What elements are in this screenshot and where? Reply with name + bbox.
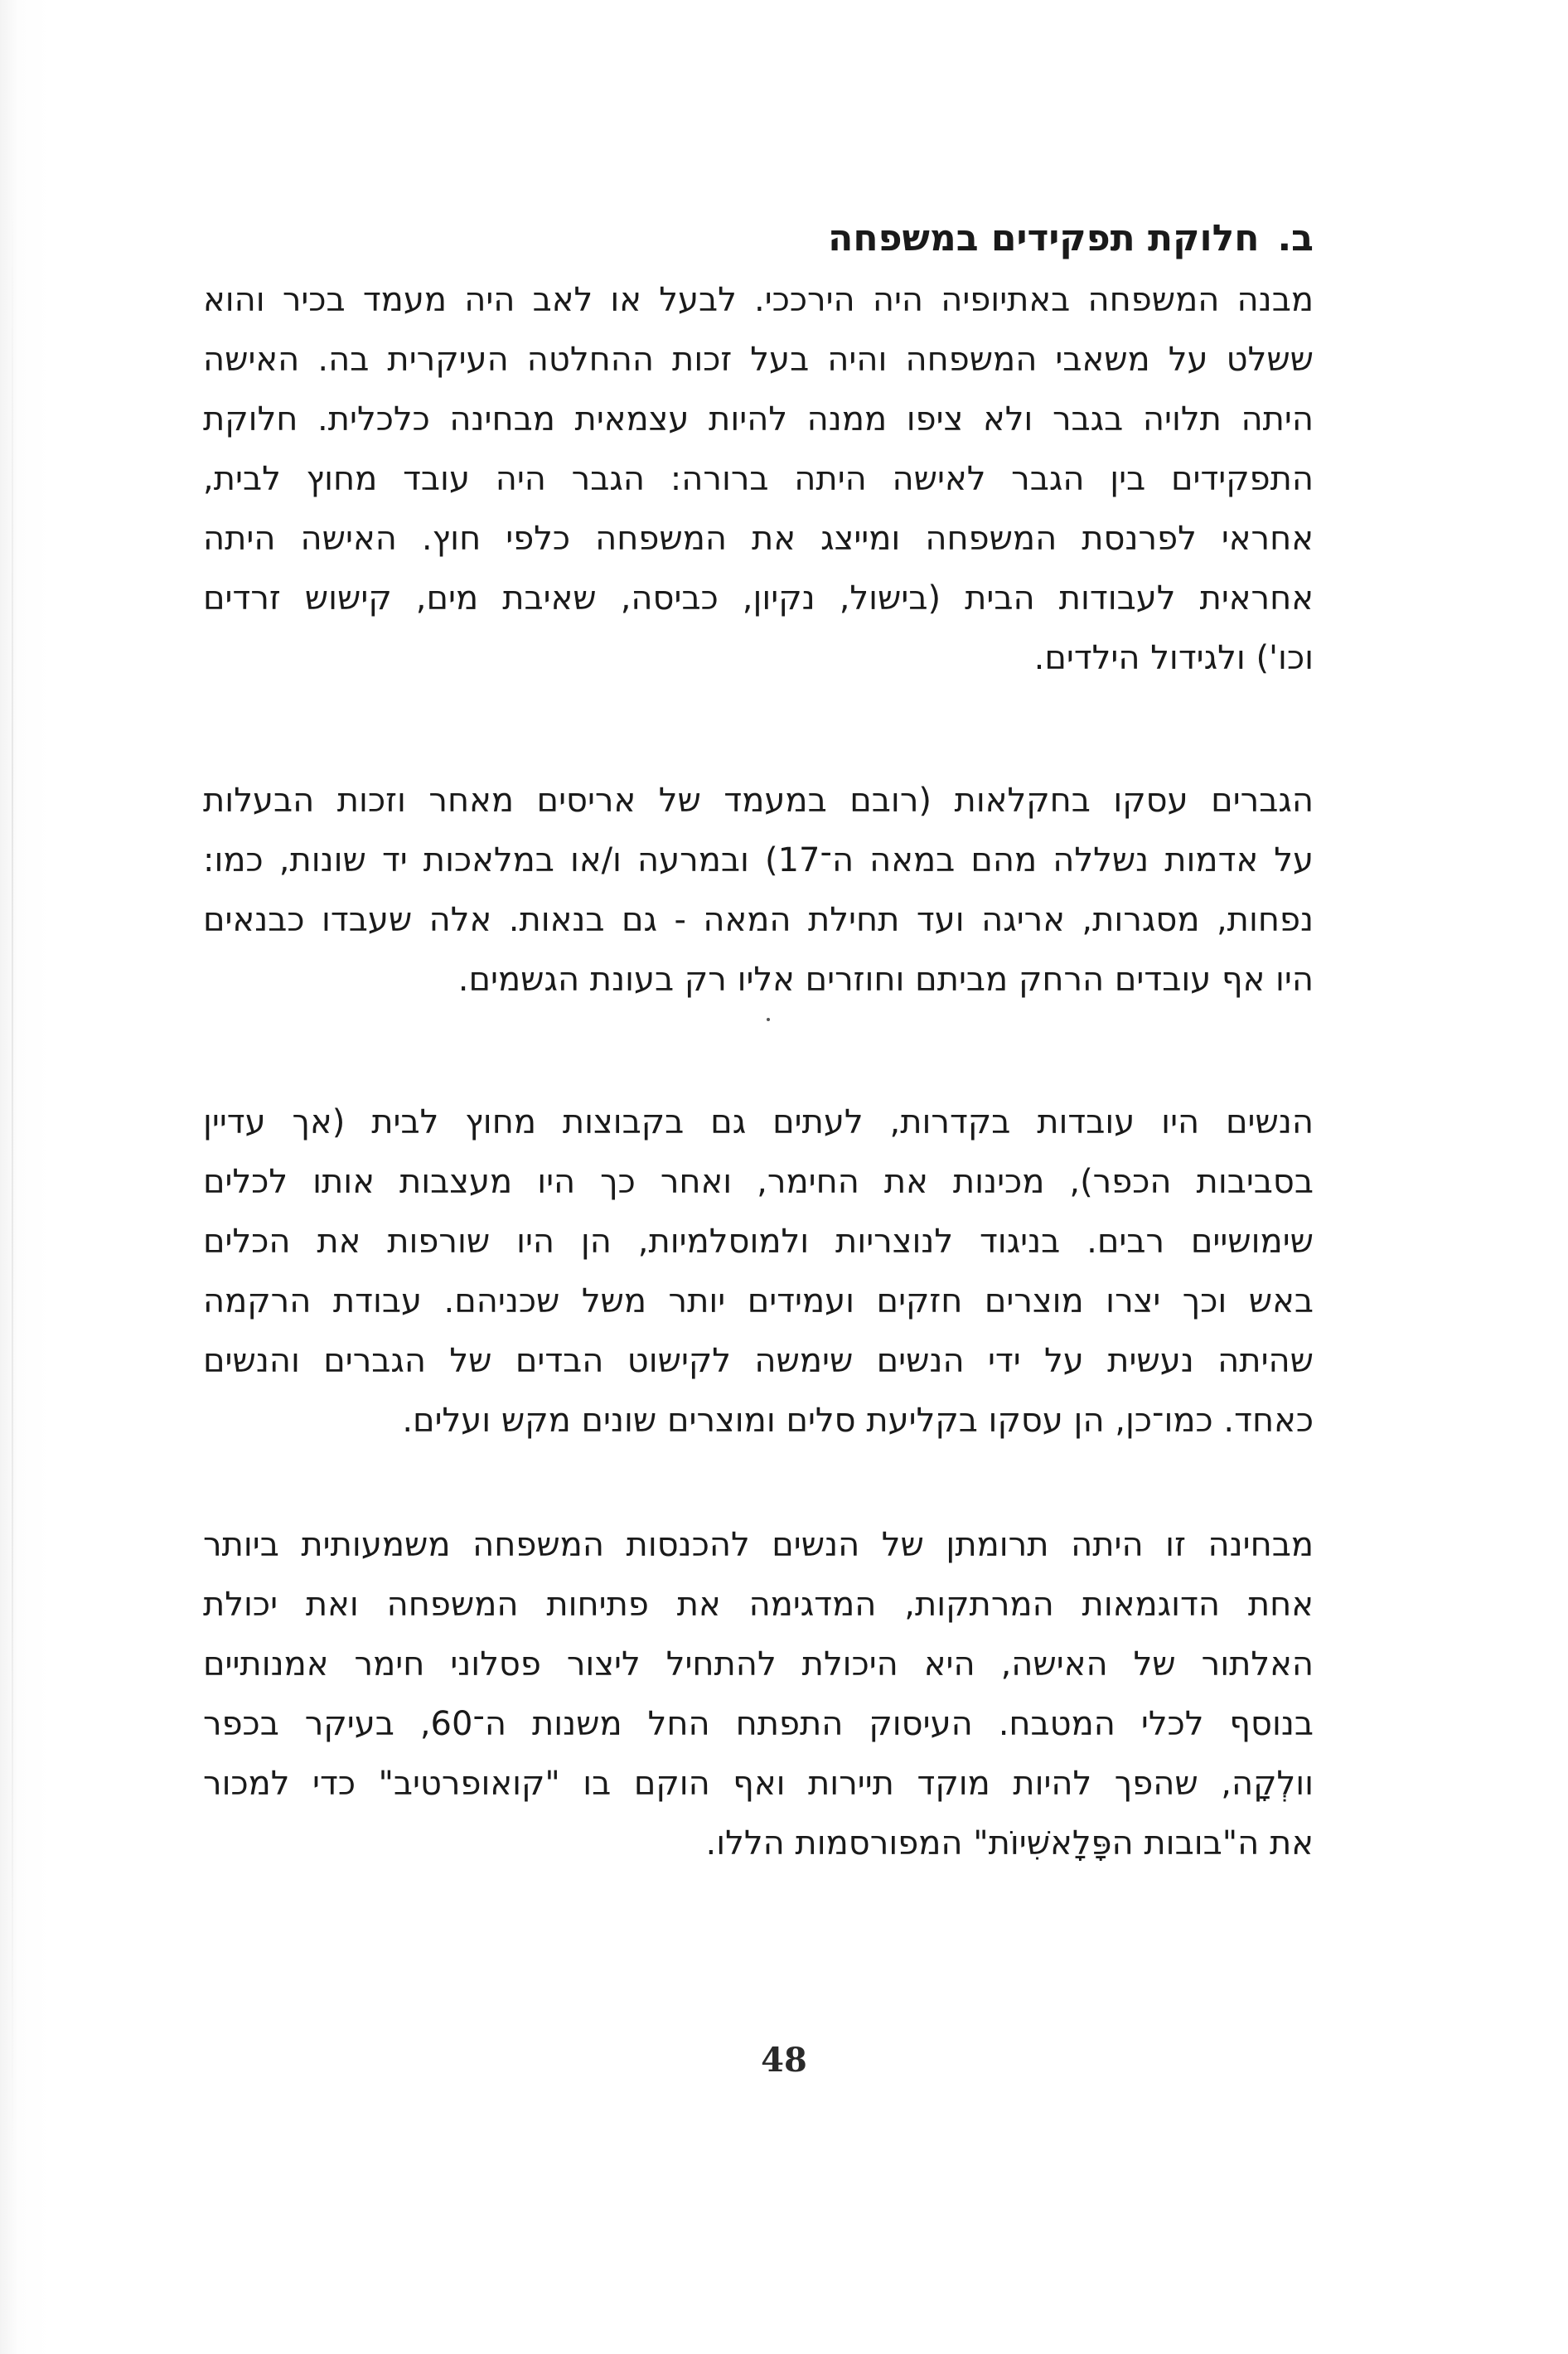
section-heading <box>203 207 1314 270</box>
text-line: הנשים היו עובדות בקדרות, לעתים גם בקבוצות מחוץ לבית (אך עדיין <box>203 1103 1314 1141</box>
text-line: ששלט על משאבי המשפחה והיה בעל זכות ההחלטה העיקרית בה. האישה <box>203 341 1314 379</box>
text-line: אחראי לפרנסת המשפחה ומייצג את המשפחה כלפי חוץ. האישה היתה <box>203 520 1314 558</box>
text-line: הגברים עסקו בחקלאות (רובם במעמד של אריסים מאחר וזכות הבעלות <box>203 782 1314 820</box>
page-number: 48 <box>761 2041 807 2080</box>
text-line: אחת הדוגמאות המרתקות, המדגימה את פתיחות המשפחה ואת יכולת <box>203 1586 1314 1624</box>
text-line: באש וכך יצרו מוצרים חזקים ועמידים יותר משל שכניהם. עבודת הרקמה <box>203 1282 1314 1320</box>
scan-speck <box>767 1018 770 1021</box>
section-number: ב. <box>1277 217 1314 259</box>
text-line: התפקידים בין הגבר לאישה היתה ברורה: הגבר היה עובד מחוץ לבית, <box>203 460 1314 498</box>
text-line: בסביבות הכפר), מכינות את החימר, ואחר כך היו מעצבות אותו לכלים <box>203 1163 1314 1201</box>
paragraph-gap <box>203 688 1314 771</box>
text-line: מבנה המשפחה באתיופיה היה הירככי. לבעל או לאב היה מעמד בכיר והוא <box>203 281 1314 319</box>
text-line: שהיתה נעשית על ידי הנשים שימשה לקישוט הבדים של הגברים והנשים <box>203 1342 1314 1380</box>
binding-shadow <box>12 191 13 2180</box>
text-line: מבחינה זו היתה תרומתן של הנשים להכנסות המשפחה משמעותית ביותר <box>203 1526 1314 1564</box>
section-title: חלוקת תפקידים במשפחה <box>828 217 1260 259</box>
text-line: האלתור של האישה, היא היכולת להתחיל ליצור פסלוני חימר אמנותיים <box>203 1645 1314 1683</box>
text-line: את ה"בובות הפָּלָאשִׁיוֹת" המפורסמות הללו. <box>705 1824 1314 1862</box>
text-line: כאחד. כמו־כן, הן עסקו בקליעת סלים ומוצרים שונים מקש ועלים. <box>402 1402 1314 1440</box>
page-content <box>203 207 1314 1873</box>
paragraph-gap <box>203 1010 1314 1092</box>
text-line: היו אף עובדים הרחק מביתם וחוזרים אליו רק בעונת הגשמים. <box>457 961 1314 999</box>
paragraph-1 <box>203 270 1314 688</box>
paragraph-2 <box>203 771 1314 1010</box>
text-line: נפחות, מסגרות, אריגה ועד תחילת המאה - גם בנאות. אלה שעבדו כבנאים <box>203 901 1314 939</box>
paragraph-3 <box>203 1092 1314 1451</box>
text-line: וולְקָה, שהפך להיות מוקד תיירות ואף הוקם בו "קואופרטיב" כדי למכור <box>203 1765 1314 1803</box>
paragraph-4 <box>203 1515 1314 1873</box>
text-line: היתה תלויה בגבר ולא ציפו ממנה להיות עצמאית מבחינה כלכלית. חלוקת <box>203 400 1314 438</box>
text-line: שימושיים רבים. בניגוד לנוצריות ולמוסלמיות, הן היו שורפות את הכלים <box>203 1223 1314 1261</box>
text-line: בנוסף לכלי המטבח. העיסוק התפתח החל משנות ה־60, בעיקר בכפר <box>203 1705 1314 1743</box>
paragraph-gap <box>203 1451 1314 1515</box>
text-line: על אדמות נשללה מהם במאה ה־17) ובמרעה ו/או במלאכות יד שונות, כמו: <box>203 841 1314 879</box>
text-line: אחראית לעבודות הבית (בישול, נקיון, כביסה, שאיבת מים, קישוש זרדים <box>203 579 1314 618</box>
text-line: וכו') ולגידול הילדים. <box>1033 639 1314 677</box>
